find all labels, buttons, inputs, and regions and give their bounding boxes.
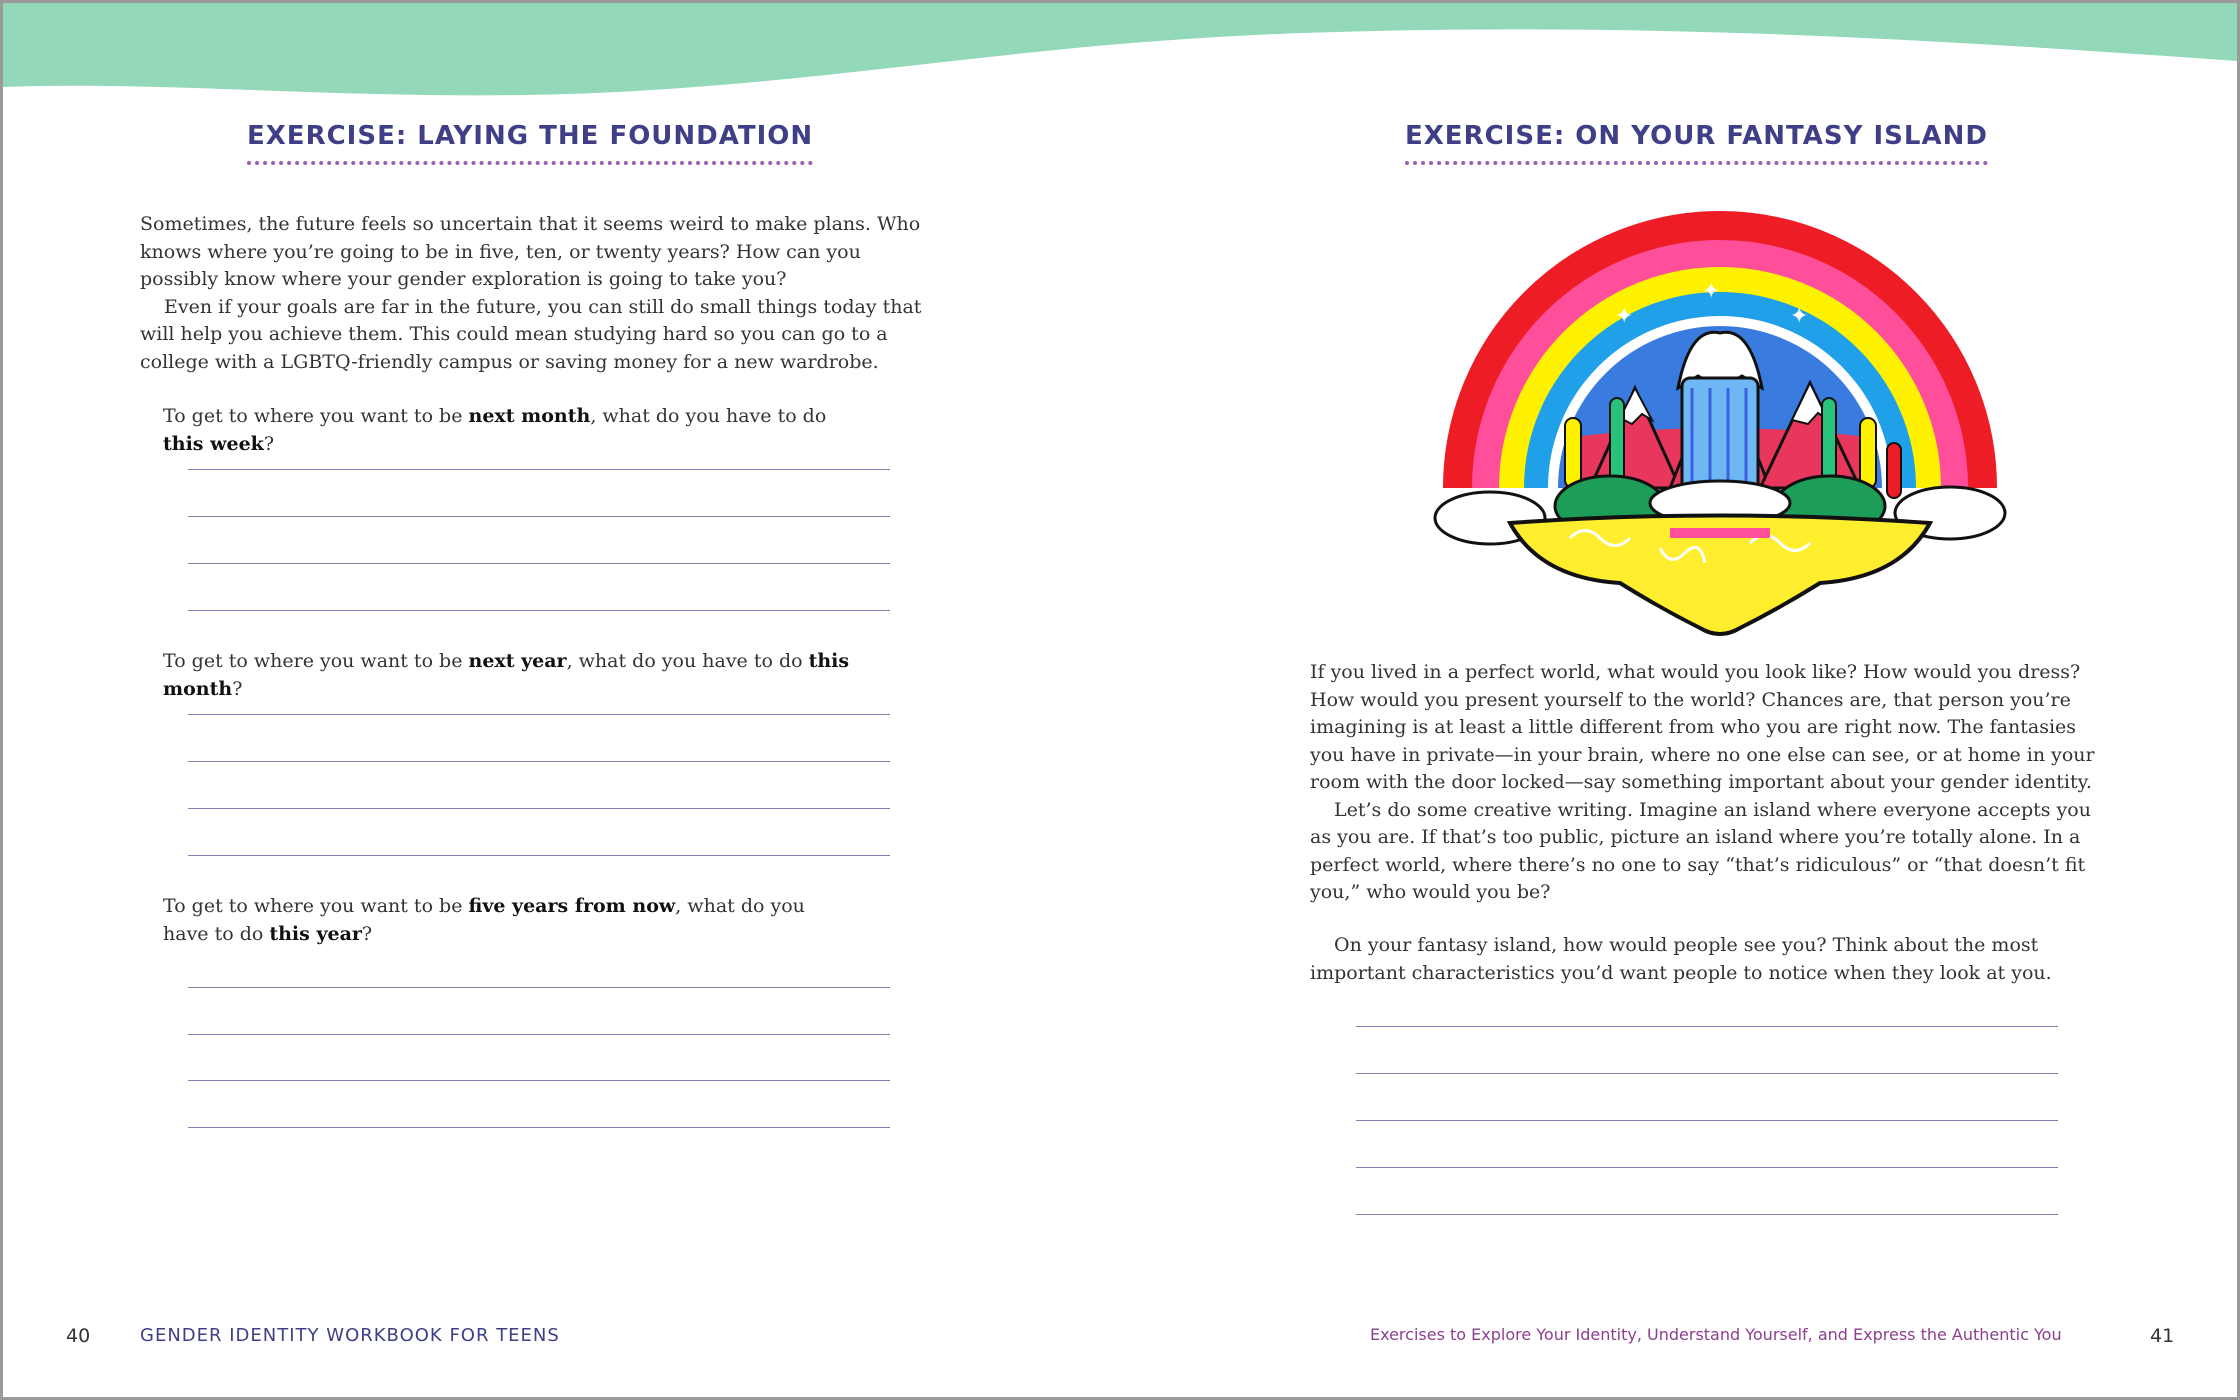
writing-line[interactable] [188, 761, 890, 762]
intro-text [140, 211, 940, 376]
page-number-right: 41 [2150, 1325, 2175, 1347]
rainbow-floating-island-icon [1420, 188, 2020, 648]
question-3: To get to where you want to be five years from now, what do you have to do this year? [163, 895, 805, 945]
writing-line[interactable] [188, 469, 890, 470]
running-title: GENDER IDENTITY WORKBOOK FOR TEENS [140, 1325, 560, 1346]
writing-line[interactable] [1356, 1167, 2058, 1168]
writing-line[interactable] [188, 855, 890, 856]
exercise-title-fantasy-island: EXERCISE: ON YOUR FANTASY ISLAND [1405, 121, 1988, 165]
writing-line[interactable] [188, 1080, 890, 1081]
writing-line[interactable] [188, 1034, 890, 1035]
question-2: To get to where you want to be next year, what do you have to do this month? [163, 650, 850, 700]
writing-line[interactable] [188, 563, 890, 564]
question-1: To get to where you want to be next month, what do you have to do this week? [163, 405, 827, 455]
svg-text:✦: ✦ [1790, 304, 1809, 329]
right-page [1120, 3, 2237, 1397]
island-prompt: On your fantasy island, how would people see you? Think about the most important characteristics you’d want people to notice when they look at you. [1310, 934, 2052, 984]
island-paragraph-1: If you lived in a perfect world, what would you look like? How would you dress? How would you present yourself to the world? Chances are, that person you’re imagining is at least a little different from who you are right now. The fantasies you have in private—in your brain, where no one else can see, or at home in your room with the door locked—say something important about your gender identity. [1310, 661, 2095, 793]
page-number-left: 40 [66, 1325, 91, 1347]
running-subtitle: Exercises to Explore Your Identity, Understand Yourself, and Express the Authentic You [1370, 1325, 2062, 1344]
writing-line[interactable] [188, 1127, 890, 1128]
writing-line[interactable] [1356, 1214, 2058, 1215]
writing-line[interactable] [1356, 1120, 2058, 1121]
intro-paragraph-1: Sometimes, the future feels so uncertain that it seems weird to make plans. Who knows where you’re going to be in five, ten, or twenty years? How can you possibly know where your gender exploration is going to take you? [140, 213, 921, 290]
writing-line[interactable] [1356, 1026, 2058, 1027]
intro-paragraph-2: Even if your goals are far in the future, you can still do small things today that will help you achieve them. This could mean studying hard so you can go to a college with a LGBTQ-friendly campus or saving money for a new wardrobe. [140, 295, 922, 373]
svg-text:✦: ✦ [1615, 304, 1634, 329]
writing-line[interactable] [188, 714, 890, 715]
left-page [3, 3, 1120, 1397]
writing-line[interactable] [188, 987, 890, 988]
writing-line[interactable] [1356, 1073, 2058, 1074]
writing-line[interactable] [188, 610, 890, 611]
writing-line[interactable] [188, 808, 890, 809]
writing-line[interactable] [188, 516, 890, 517]
island-paragraph-2: Let’s do some creative writing. Imagine an island where everyone accepts you as you are. If that’s too public, picture an island where you’re totally alone. In a perfect world, where there’s no one to say “that’s ridiculous” or “that doesn’t fit you,” who would you be? [1310, 798, 2091, 903]
island-text [1310, 659, 2110, 907]
svg-text:✦: ✦ [1702, 279, 1721, 304]
exercise-title-foundation: EXERCISE: LAYING THE FOUNDATION [247, 121, 813, 165]
